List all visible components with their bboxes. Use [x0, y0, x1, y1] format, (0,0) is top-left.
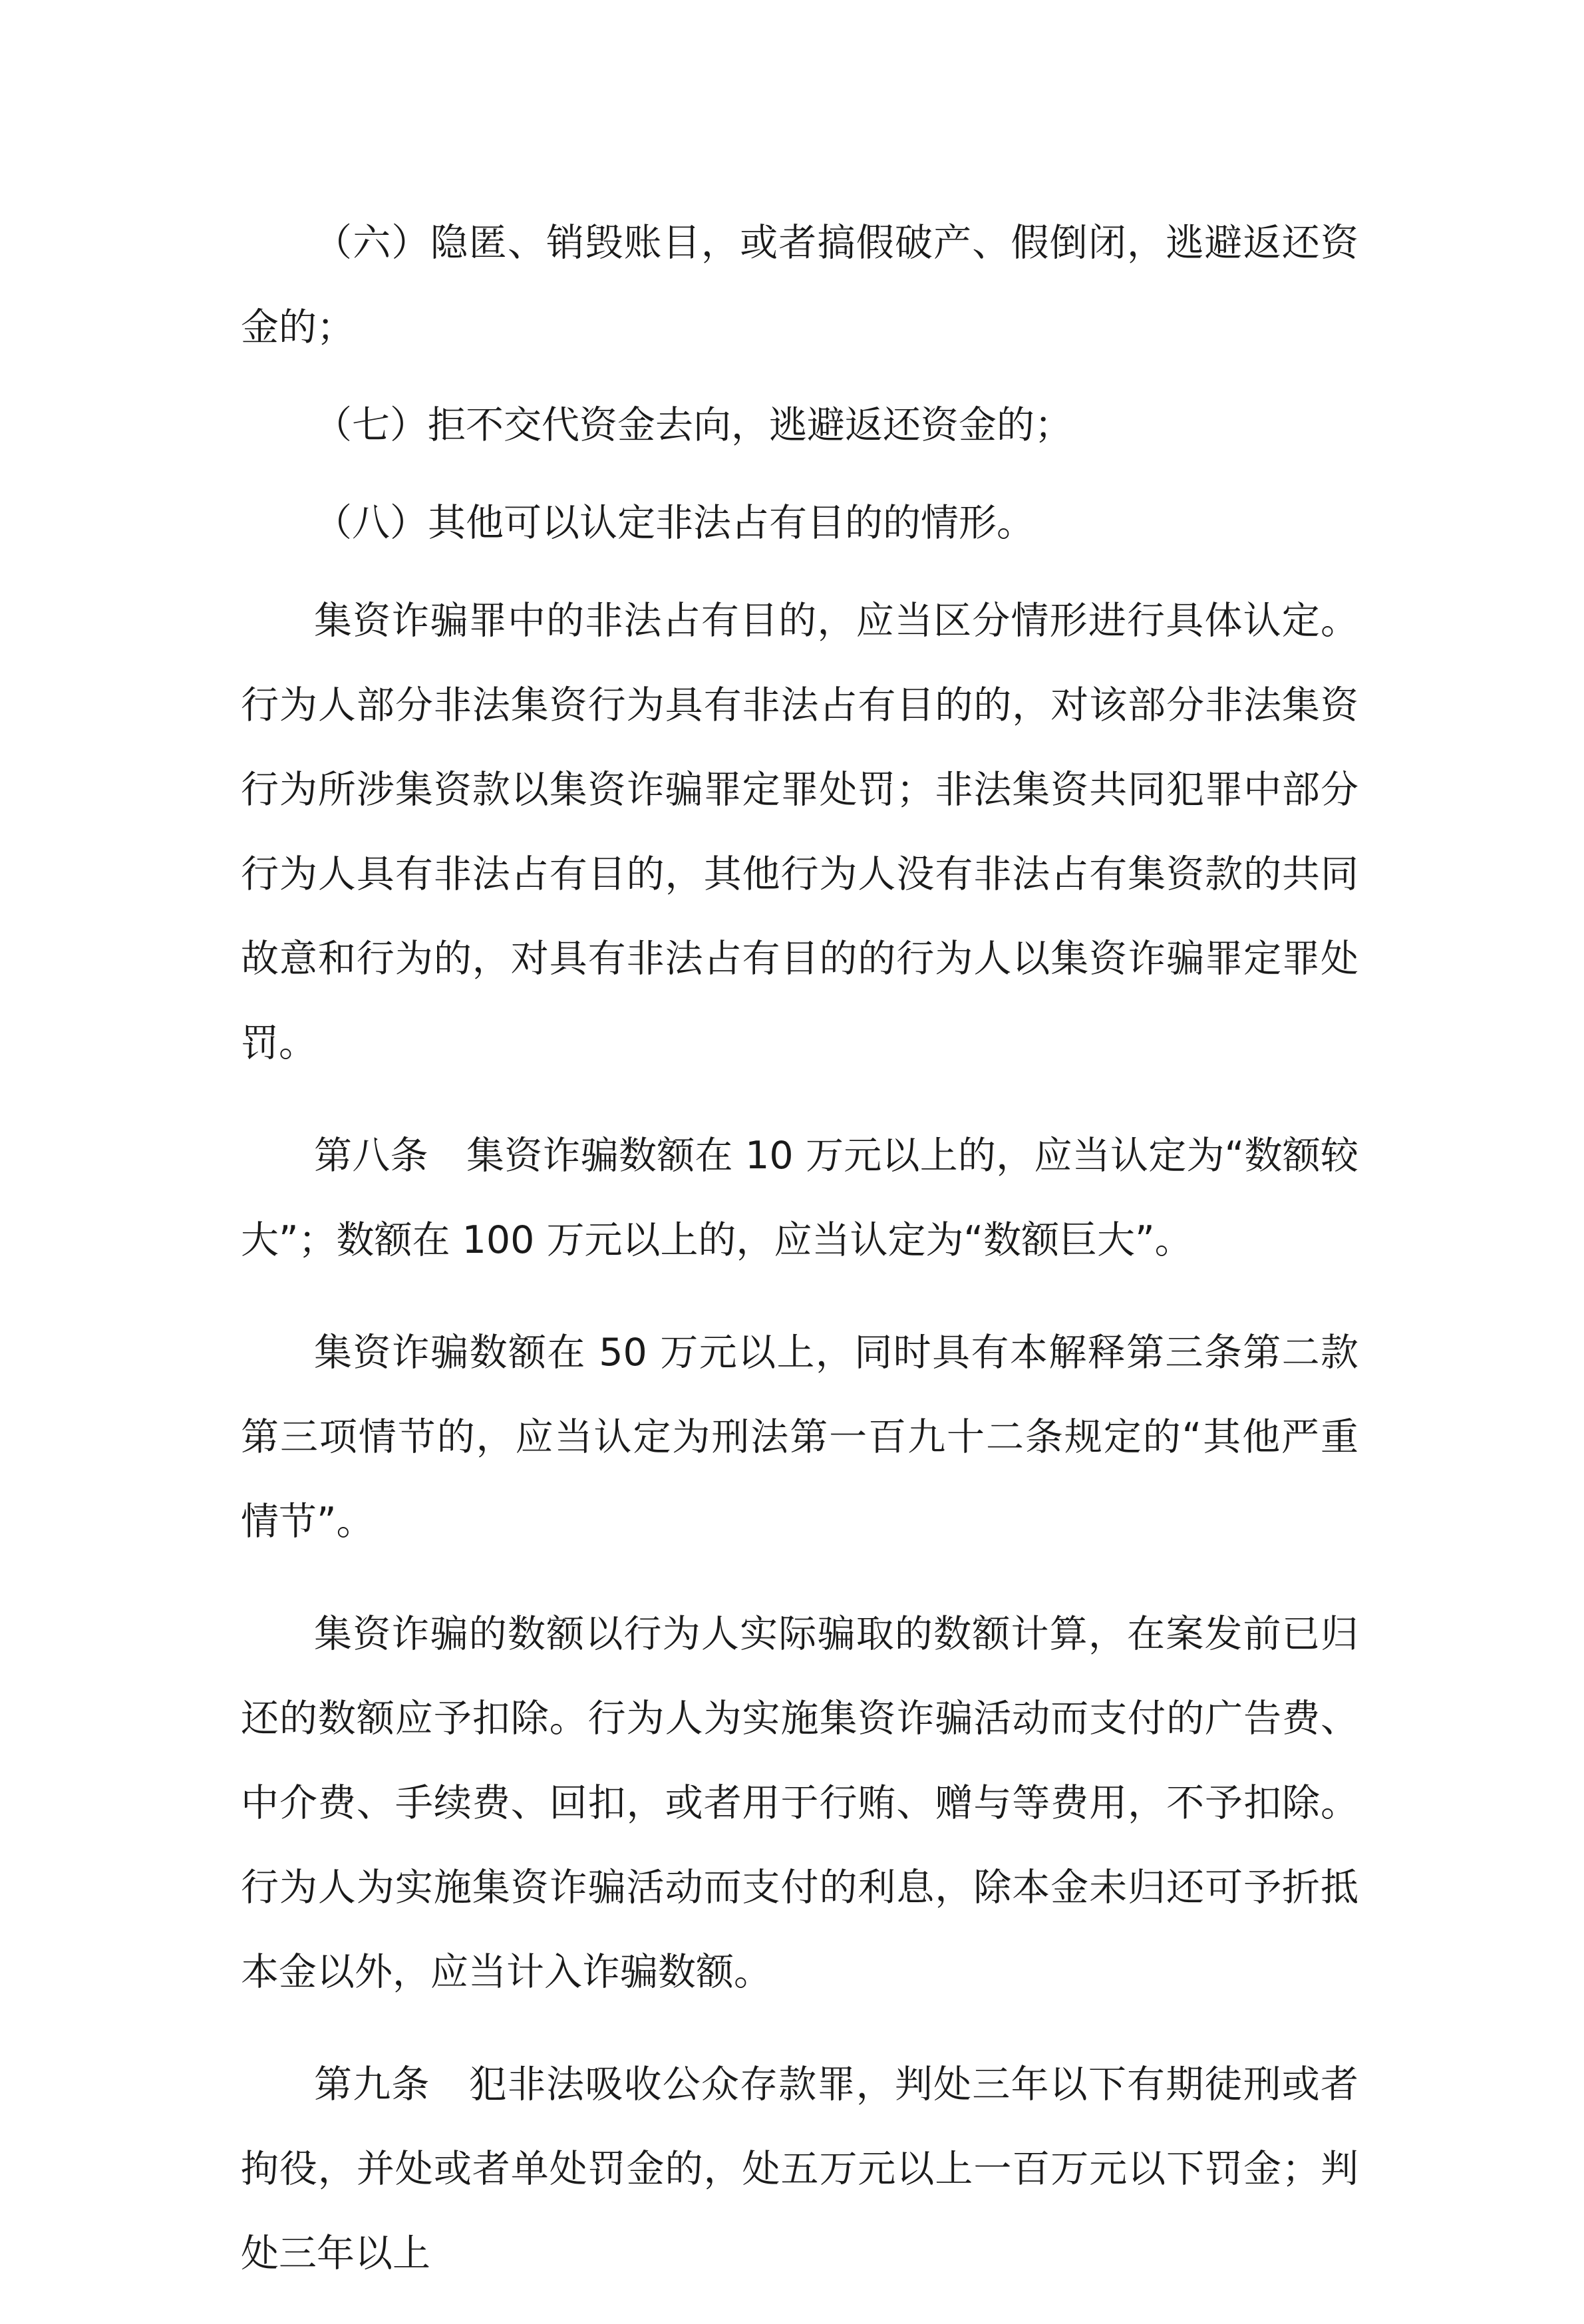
paragraph-serious-circumstances: 集资诈骗数额在 50 万元以上，同时具有本解释第三条第二款第三项情节的，应当认定为刑法第一百九十二条规定的“其他严重情节”。 — [241, 1331, 1358, 1544]
paragraph-article-8: 第八条 集资诈骗数额在 10 万元以上的，应当认定为“数额较大”；数额在 100 万元以上的，应当认定为“数额巨大”。 — [241, 1134, 1358, 1262]
list-item-6: （六）隐匿、销毁账目，或者搞假破产、假倒闭，逃避返还资金的； — [241, 221, 1358, 349]
paragraph-fraud-amount: 集资诈骗的数额以行为人实际骗取的数额计算，在案发前已归还的数额应予扣除。行为人为实施集资诈骗活动而支付的广告费、中介费、手续费、回扣，或者用于行贿、赠与等费用，不予扣除。行为人为实施集资诈骗活动而支付的利息，除本金未归还可予折抵本金以外，应当计入诈骗数额。 — [241, 1612, 1358, 1994]
list-item-7: （七）拒不交代资金去向，逃避返还资金的； — [314, 403, 1072, 447]
list-item-8: （八）其他可以认定非法占有目的的情形。 — [314, 501, 1034, 545]
document-body — [241, 201, 1358, 2324]
paragraph-illegal-possession: 集资诈骗罪中的非法占有目的，应当区分情形进行具体认定。行为人部分非法集资行为具有非法占有目的的，对该部分非法集资行为所涉集资款以集资诈骗罪定罪处罚；非法集资共同犯罪中部分行为人具有非法占有目的，其他行为人没有非法占有集资款的共同故意和行为的，对具有非法占有目的的行为人以集资诈骗罪定罪处罚。 — [241, 599, 1358, 1065]
paragraph-article-9: 第九条 犯非法吸收公众存款罪，判处三年以下有期徒刑或者拘役，并处或者单处罚金的，处五万元以上一百万元以下罚金；判处三年以上 — [241, 2063, 1358, 2275]
